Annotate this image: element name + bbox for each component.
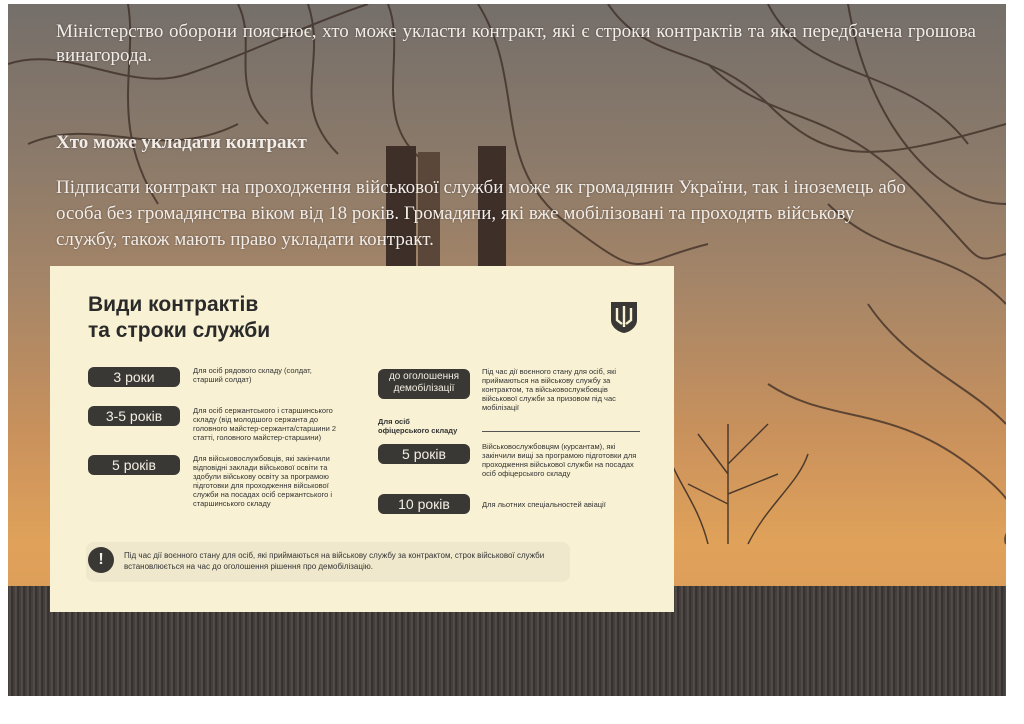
badge-10-years: 10 років: [378, 494, 470, 514]
badge-3-5-years: 3-5 років: [88, 406, 180, 426]
divider: [482, 431, 640, 432]
badge-5-years: 5 років: [88, 455, 180, 475]
section-heading: Хто може укладати контракт: [56, 132, 307, 153]
badge-officer-5-years: 5 років: [378, 444, 470, 464]
desc-officer-5-years: Військовослужбовцям (курсантам), які закінчили вищі за програмою підготовки для проходження військової служби на посадах осіб офіцерського складу: [482, 442, 637, 478]
note-text: Під час дії воєнного стану для осіб, які приймаються на військову службу за контрактом, строк військової служби встановлюється на час до оголошення рішення про демобілізацію.: [124, 551, 545, 571]
desc-5-years: Для військовослужбовців, які закінчили відповідні заклади військової освіти та здобули військову освіту за програмою підготовки для проходження військової служби на посадах осіб сержантського і старшинського складу: [193, 454, 332, 508]
exclamation-icon: !: [88, 547, 114, 573]
intro-text: Міністерство оборони пояснює, хто може укласти контракт, які є строки контрактів та яка передбачена грошова винагорода.: [56, 21, 976, 66]
officer-label: Для осіб офіцерського складу: [378, 417, 458, 435]
desc-3-5-years: Для осіб сержантського і старшинського складу (від молодшого сержанта до головного майстер-сержанта/старшини 2 статті, головного майстер-старшини): [193, 406, 337, 442]
desc-10-years: Для льотних спеціальностей авіації: [482, 500, 606, 509]
desc-3-years: Для осіб рядового складу (солдат, старший солдат): [193, 366, 312, 384]
badge-until-demobilization: до оголошення демобілізації: [378, 369, 470, 399]
contract-types-card: [50, 266, 674, 612]
card-title: Види контрактів та строки служби: [88, 293, 271, 342]
section-paragraph: Підписати контракт на проходження військової служби може як громадянин України, так і іноземець або особа без громадянства віком від 18 років. Громадяни, які вже мобілізовані та проходять військову службу, також мають право укладати контракт.: [56, 177, 906, 250]
badge-3-years: 3 роки: [88, 367, 180, 387]
desc-until-demobilization: Під час дії воєнного стану для осіб, які приймаються на військову службу за контрактом, та військовослужбовців військової служби за призовом під час мобілізації: [482, 367, 617, 412]
trident-icon: [608, 300, 640, 334]
